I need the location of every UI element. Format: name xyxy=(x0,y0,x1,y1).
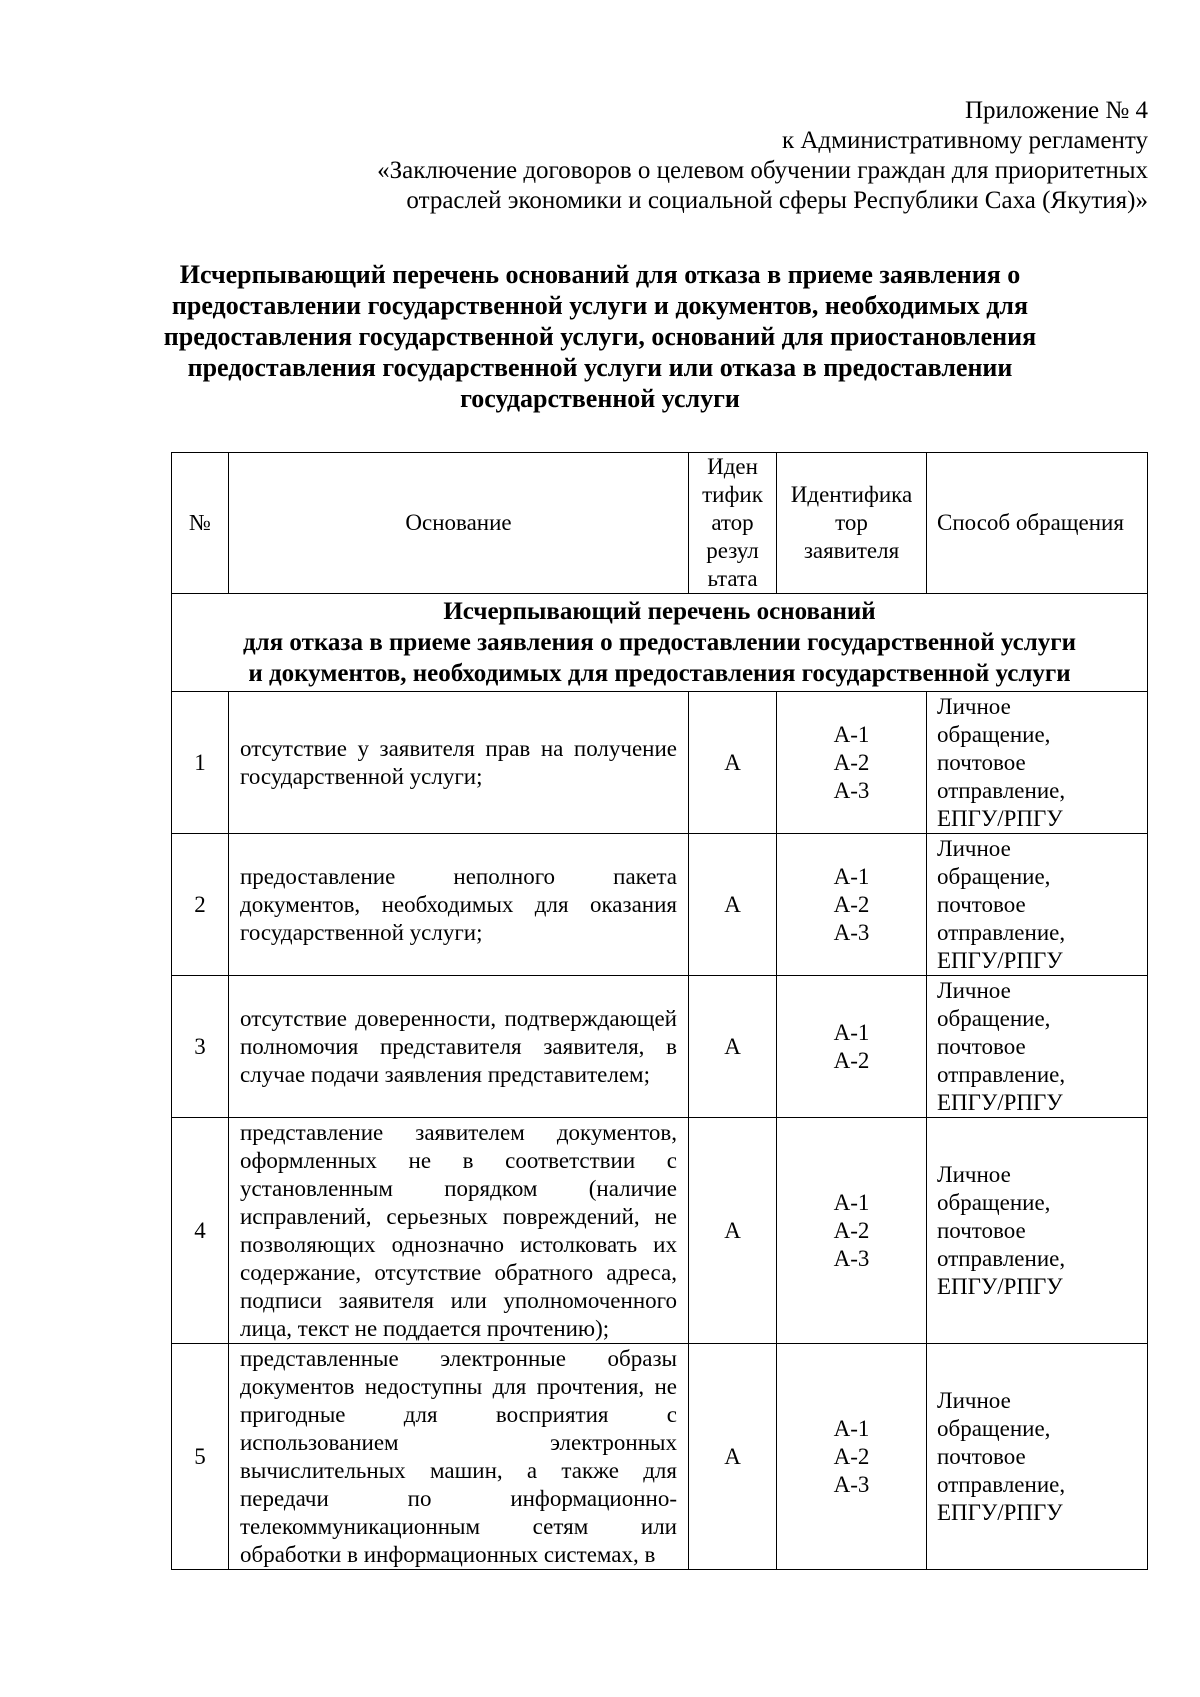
header-line: «Заключение договоров о целевом обучении граждан для приоритетных xyxy=(377,157,1148,184)
applicant-code: А-2 xyxy=(833,1443,870,1469)
method-line: ЕПГУ/РПГУ xyxy=(937,805,1063,831)
method-line: почтовое xyxy=(937,1033,1026,1059)
section-row xyxy=(172,594,1148,692)
row-base xyxy=(229,1118,689,1344)
row-num: 1 xyxy=(172,692,229,834)
header-result-id xyxy=(689,453,777,594)
header-base: Основание xyxy=(229,453,689,594)
applicant-code: А-1 xyxy=(833,1415,870,1441)
method-line: обращение, xyxy=(937,1415,1051,1441)
row-applicant-id xyxy=(777,976,927,1118)
header-applicant-id-part: тор xyxy=(835,510,868,535)
title-line: Исчерпывающий перечень оснований для отказа в приеме заявления о xyxy=(179,260,1021,289)
row-base-text: представленные электронные образы документов недоступны для прочтения, не пригодные для восприятия с использованием электронных вычислительных машин, а также для передачи по информационно-телекоммуникационным сетям или обработки в информационных системах, в xyxy=(240,1345,677,1567)
method-line: отправление, xyxy=(937,1061,1066,1087)
header-result-id-part: тифик xyxy=(702,482,763,507)
row-base-text: представление заявителем документов, оформленных не в соответствии с установленным порядком (наличие исправлений, серьезных повреждений, не позволяющих однозначно истолковать их содержание, отсутствие обратного адреса, подписи заявителя или уполномоченного лица, текст не поддается прочтению); xyxy=(240,1119,677,1341)
section-title xyxy=(172,594,1148,692)
row-method xyxy=(927,976,1148,1118)
method-line: Личное xyxy=(937,1387,1011,1413)
title-line: предоставлении государственной услуги и документов, необходимых для xyxy=(171,291,1029,320)
grounds-table xyxy=(171,452,1148,1570)
method-line: почтовое xyxy=(937,891,1026,917)
table-header-row xyxy=(172,453,1148,594)
row-base-text: отсутствие у заявителя прав на получение государственной услуги; xyxy=(240,735,677,789)
section-title-line: и документов, необходимых для предоставления государственной услуги xyxy=(248,660,1071,687)
header-line: Приложение № 4 xyxy=(964,97,1148,124)
method-line: отправление, xyxy=(937,1245,1066,1271)
applicant-code: А-3 xyxy=(833,1245,870,1271)
method-line: обращение, xyxy=(937,1189,1051,1215)
applicant-code: А-1 xyxy=(833,721,870,747)
document-title xyxy=(150,259,1050,414)
header-method: Способ обращения xyxy=(927,453,1148,594)
row-result-id: А xyxy=(689,976,777,1118)
row-applicant-id xyxy=(777,1344,927,1570)
applicant-code: А-2 xyxy=(833,891,870,917)
row-applicant-id xyxy=(777,692,927,834)
method-line: ЕПГУ/РПГУ xyxy=(937,947,1063,973)
header-applicant-id xyxy=(777,453,927,594)
row-base xyxy=(229,692,689,834)
table-row xyxy=(172,1118,1148,1344)
header-num: № xyxy=(172,453,229,594)
row-num: 4 xyxy=(172,1118,229,1344)
method-line: отправление, xyxy=(937,777,1066,803)
table-row xyxy=(172,692,1148,834)
applicant-code: А-2 xyxy=(833,1047,870,1073)
applicant-code: А-3 xyxy=(833,777,870,803)
method-line: Личное xyxy=(937,1161,1011,1187)
header-result-id-part: атор xyxy=(711,510,754,535)
applicant-code: А-3 xyxy=(833,919,870,945)
row-num: 3 xyxy=(172,976,229,1118)
applicant-code: А-2 xyxy=(833,1217,870,1243)
applicant-code: А-2 xyxy=(833,749,870,775)
method-line: почтовое xyxy=(937,1217,1026,1243)
table-row xyxy=(172,834,1148,976)
row-applicant-id xyxy=(777,1118,927,1344)
row-result-id: А xyxy=(689,692,777,834)
applicant-code: А-1 xyxy=(833,1019,870,1045)
row-base xyxy=(229,1344,689,1570)
row-base xyxy=(229,834,689,976)
header-result-id-part: ьтата xyxy=(707,566,758,591)
row-result-id: А xyxy=(689,1118,777,1344)
method-line: ЕПГУ/РПГУ xyxy=(937,1273,1063,1299)
row-num: 5 xyxy=(172,1344,229,1570)
section-title-line: Исчерпывающий перечень оснований xyxy=(443,598,876,625)
row-method xyxy=(927,834,1148,976)
row-method xyxy=(927,692,1148,834)
method-line: ЕПГУ/РПГУ xyxy=(937,1499,1063,1525)
section-title-line: для отказа в приеме заявления о предоставлении государственной услуги xyxy=(242,629,1077,656)
applicant-code: А-1 xyxy=(833,1189,870,1215)
method-line: обращение, xyxy=(937,863,1051,889)
row-result-id: А xyxy=(689,1344,777,1570)
header-result-id-part: резул xyxy=(706,538,759,563)
method-line: почтовое xyxy=(937,749,1026,775)
row-method xyxy=(927,1344,1148,1570)
method-line: отправление, xyxy=(937,919,1066,945)
row-result-id: А xyxy=(689,834,777,976)
row-num: 2 xyxy=(172,834,229,976)
row-base-text: отсутствие доверенности, подтверждающей полномочия представителя заявителя, в случае подачи заявления представителем; xyxy=(240,1005,677,1087)
method-line: Личное xyxy=(937,693,1011,719)
header-result-id-part: Иден xyxy=(707,454,758,479)
header-line: к Административному регламенту xyxy=(781,127,1148,154)
table-row xyxy=(172,976,1148,1118)
table-row xyxy=(172,1344,1148,1570)
method-line: Личное xyxy=(937,977,1011,1003)
method-line: обращение, xyxy=(937,1005,1051,1031)
title-line: государственной услуги xyxy=(460,384,740,413)
applicant-code: А-1 xyxy=(833,863,870,889)
applicant-code: А-3 xyxy=(833,1471,870,1497)
header-applicant-id-part: Идентифика xyxy=(790,482,913,507)
title-line: предоставления государственной услуги или отказа в предоставлении xyxy=(187,353,1013,382)
header-line: отраслей экономики и социальной сферы Республики Саха (Якутия)» xyxy=(406,187,1148,214)
method-line: обращение, xyxy=(937,721,1051,747)
appendix-header xyxy=(248,96,1148,216)
row-base-text: предоставление неполного пакета документов, необходимых для оказания государственной услуги; xyxy=(240,863,677,945)
row-base xyxy=(229,976,689,1118)
method-line: отправление, xyxy=(937,1471,1066,1497)
header-applicant-id-part: заявителя xyxy=(803,538,900,563)
method-line: ЕПГУ/РПГУ xyxy=(937,1089,1063,1115)
title-line: предоставления государственной услуги, оснований для приостановления xyxy=(163,322,1037,351)
row-applicant-id xyxy=(777,834,927,976)
method-line: почтовое xyxy=(937,1443,1026,1469)
method-line: Личное xyxy=(937,835,1011,861)
row-method xyxy=(927,1118,1148,1344)
